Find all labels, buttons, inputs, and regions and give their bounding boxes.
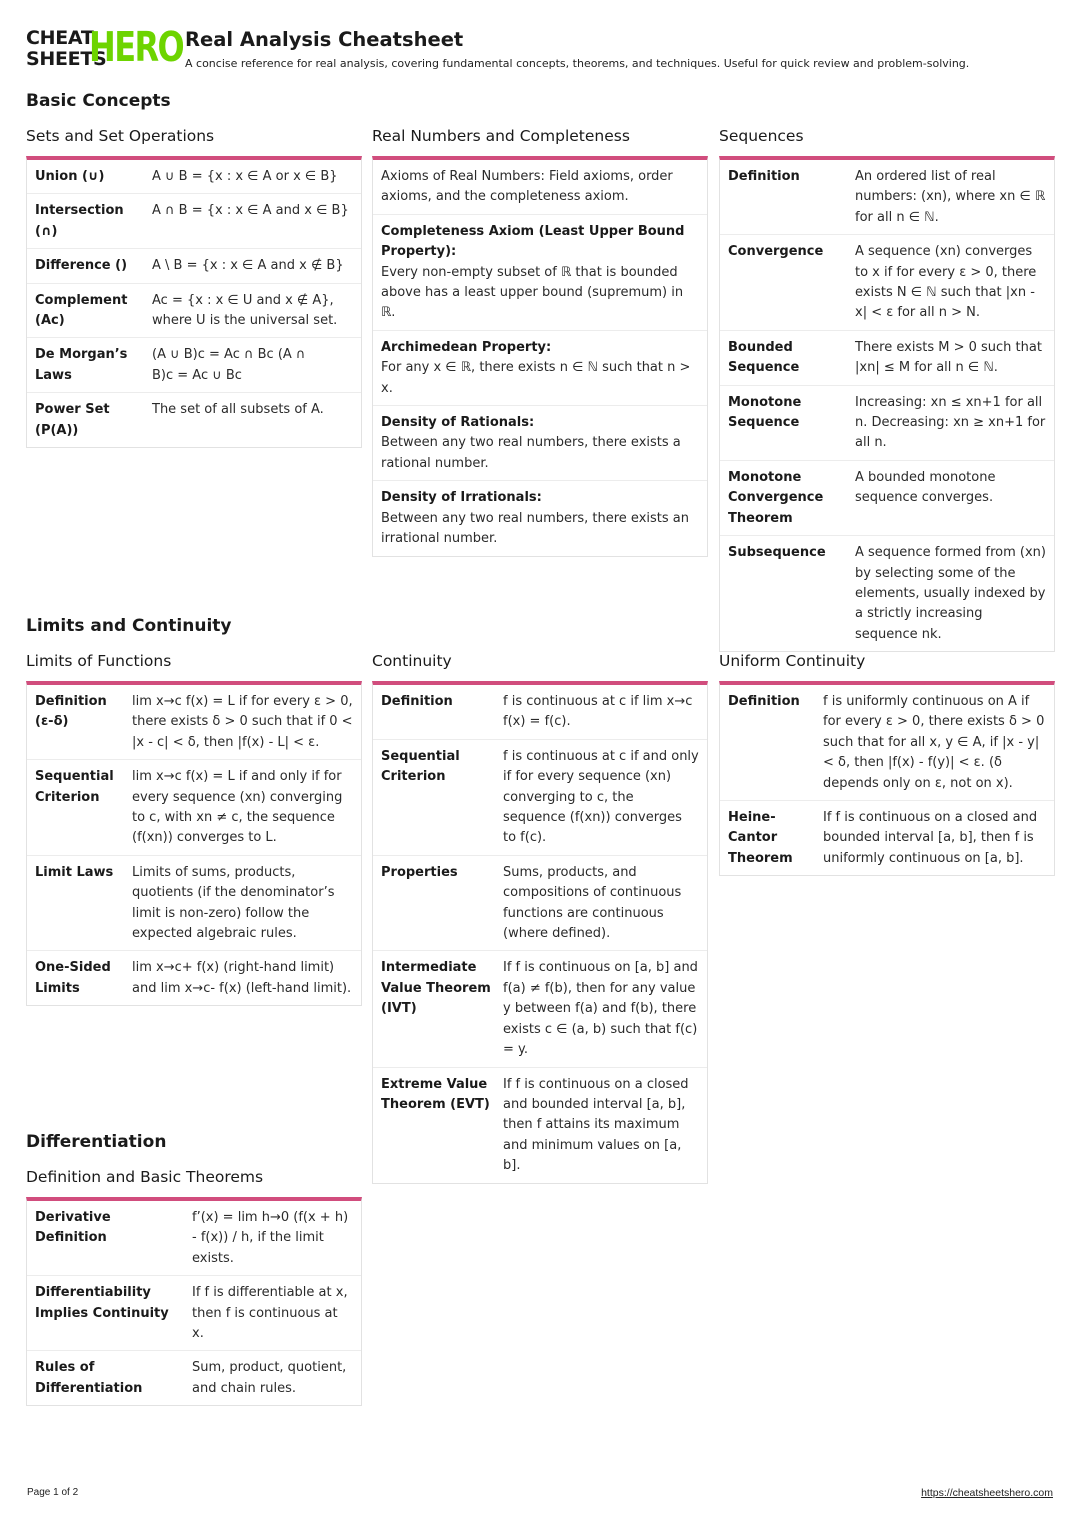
table-row	[27, 1201, 361, 1276]
table-row	[27, 194, 361, 249]
table-row	[27, 951, 361, 1005]
table-row	[720, 331, 1054, 386]
section-title-differentiation: Differentiation	[26, 1132, 167, 1152]
description: f is uniformly continuous on A if for every ε > 0, there exists δ > 0 such that for all x, y ∈ A, if |x - y| < δ, then |f(x) - f(y)| < ε. (δ depends only on ε, not on x).	[823, 694, 1045, 791]
table-row	[27, 284, 361, 339]
panel-derivative-basics	[26, 1167, 362, 1406]
term: Sequential Criterion	[381, 748, 460, 785]
term: Differentiability Implies Continuity	[35, 1285, 169, 1321]
description: Ac = {x : x ∈ U and x ∉ A}, where U is the universal set.	[152, 292, 338, 329]
description: A sequence formed from (xn) by selecting some of the elements, usually indexed by a strictly increasing sequence nk.	[855, 545, 1046, 642]
description: Limits of sums, products, quotients (if the denominator’s limit is non-zero) follow the expected algebraic rules.	[132, 864, 335, 942]
description: A \ B = {x : x ∈ A and x ∉ B}	[152, 258, 344, 274]
table-row	[373, 740, 707, 856]
description: f’(x) = lim h→0 (f(x + h) - f(x)) / h, if the limit exists.	[192, 1210, 349, 1266]
description: If f is differentiable at x, then f is continuous at x.	[192, 1285, 348, 1342]
term: Complement (Ac)	[35, 292, 128, 329]
term: Definition	[728, 694, 800, 709]
table-row	[27, 338, 361, 393]
card	[372, 681, 708, 1184]
card	[719, 156, 1055, 652]
page-header	[26, 23, 1056, 72]
card	[372, 156, 708, 557]
table-row	[27, 856, 361, 952]
term: Monotone Convergence Theorem	[728, 469, 824, 526]
description: Every non-empty subset of ℝ that is bounded above has a least upper bound (supremum) in ℝ.	[381, 264, 684, 321]
description: A bounded monotone sequence converges.	[855, 469, 996, 506]
logo-brand: HERO	[89, 23, 184, 71]
list-item	[373, 215, 707, 331]
list-item	[373, 481, 707, 555]
term: Extreme Value Theorem (EVT)	[381, 1076, 490, 1112]
term: Intermediate Value Theorem (IVT)	[381, 960, 491, 1017]
description: The set of all subsets of A.	[152, 402, 324, 418]
description: If f is continuous on [a, b] and f(a) ≠ f(b), then for any value y between f(a) and f(b), there exists c ∈ (a, b) such that f(c) = y.	[503, 960, 698, 1058]
description: Axioms of Real Numbers: Field axioms, order axioms, and the completeness axiom.	[381, 169, 673, 205]
table-row	[720, 801, 1054, 875]
description: A ∩ B = {x : x ∈ A and x ∈ B}	[152, 203, 349, 219]
card	[719, 681, 1055, 876]
table-row	[720, 386, 1054, 461]
term: Density of Irrationals:	[381, 490, 542, 506]
card	[26, 681, 362, 1006]
description: Sum, product, quotient, and chain rules.	[192, 1360, 347, 1396]
term: Properties	[381, 864, 458, 880]
logo-wordmark: CHEAT SHEETS	[26, 27, 107, 70]
panel-sequences	[719, 126, 1055, 652]
term: Union (∪)	[35, 169, 105, 184]
table-row	[27, 393, 361, 447]
page-number: Page 1 of 2	[27, 1487, 79, 1498]
section-title-limits-continuity: Limits and Continuity	[26, 616, 232, 636]
table-row	[720, 235, 1054, 331]
term: Archimedean Property:	[381, 339, 552, 355]
table-row	[27, 1351, 361, 1405]
term: Subsequence	[728, 545, 826, 561]
term: Difference ()	[35, 258, 128, 274]
term: Bounded Sequence	[728, 339, 800, 376]
description: f is continuous at c if lim x→c f(x) = f(c).	[503, 694, 693, 730]
table-row	[373, 951, 707, 1067]
description: (A ∪ B)c = Ac ∩ Bc (A ∩ B)c = Ac ∪ Bc	[152, 347, 306, 383]
term: Convergence	[728, 244, 824, 260]
panel-title: Continuity	[372, 652, 452, 670]
term: Definition	[728, 169, 800, 184]
table-row	[720, 461, 1054, 536]
table-row	[27, 160, 361, 194]
description: f is continuous at c if and only if for every sequence (xn) converging to c, the sequence (f(xn)) converges to f(c).	[503, 748, 699, 846]
description: If f is continuous on a closed and bounded interval [a, b], then f attains its maximum and minimum values on [a, b].	[503, 1076, 689, 1174]
panel-real-numbers	[372, 126, 708, 557]
section-title-basic-concepts: Basic Concepts	[26, 91, 171, 111]
table-row	[27, 685, 361, 760]
term: Derivative Definition	[35, 1210, 111, 1246]
description: Between any two real numbers, there exists a rational number.	[381, 435, 681, 471]
description: Between any two real numbers, there exists an irrational number.	[381, 510, 689, 547]
term: Completeness Axiom (Least Upper Bound Property):	[381, 223, 685, 260]
panel-title: Definition and Basic Theorems	[26, 1168, 264, 1186]
page-subtitle: A concise reference for real analysis, covering fundamental concepts, theorems, and techniques. Useful for quick review and problem-solving.	[185, 57, 970, 70]
panel-title: Real Numbers and Completeness	[372, 127, 630, 145]
description: lim x→c f(x) = L if and only if for every sequence (xn) converging to c, with xn ≠ c, the sequence (f(xn)) converges to L.	[132, 769, 343, 846]
panel-sets	[26, 126, 362, 448]
panel-title: Sequences	[719, 127, 804, 145]
table-row	[373, 685, 707, 740]
panel-continuity	[372, 651, 708, 1184]
description: A sequence (xn) converges to x if for every ε > 0, there exists N ∈ ℕ such that |xn - x| < ε for all n > N.	[855, 244, 1037, 321]
list-item	[373, 331, 707, 406]
table-row	[27, 1276, 361, 1351]
table-row	[720, 160, 1054, 235]
term: Power Set (P(A))	[35, 402, 110, 438]
title-block	[185, 28, 969, 71]
page-title: Real Analysis Cheatsheet	[185, 28, 464, 51]
table-row	[720, 685, 1054, 801]
panel-title: Limits of Functions	[26, 652, 172, 670]
panel-title: Uniform Continuity	[719, 652, 866, 670]
list-item	[373, 406, 707, 481]
description: Sums, products, and compositions of continuous functions are continuous (where defined).	[503, 864, 682, 942]
term: Density of Rationals:	[381, 415, 535, 431]
table-row	[27, 249, 361, 283]
table-row	[373, 856, 707, 952]
card	[26, 156, 362, 448]
term: Sequential Criterion	[35, 769, 114, 805]
list-item	[373, 160, 707, 215]
term: Monotone Sequence	[728, 394, 802, 431]
panel-title: Sets and Set Operations	[26, 127, 215, 145]
table-row	[373, 1068, 707, 1183]
term: Intersection (∩)	[35, 203, 124, 239]
term: Definition (ε-δ)	[35, 694, 107, 730]
panel-uniform-continuity	[719, 651, 1055, 876]
site-link[interactable]: https://cheatsheetshero.com	[921, 1487, 1053, 1499]
description: A ∪ B = {x : x ∈ A or x ∈ B}	[152, 169, 338, 184]
cheatsheetshero-logo[interactable]	[26, 23, 184, 72]
term: Rules of Differentiation	[35, 1360, 143, 1396]
term: One-Sided Limits	[35, 960, 111, 996]
description: lim x→c+ f(x) (right-hand limit) and lim x→c- f(x) (left-hand limit).	[132, 960, 352, 996]
description: An ordered list of real numbers: (xn), where xn ∈ ℝ for all n ∈ ℕ.	[855, 169, 1046, 225]
description: lim x→c f(x) = L if for every ε > 0, there exists δ > 0 such that if 0 < |x - c| < δ, then |f(x) - L| < ε.	[132, 694, 353, 750]
term: De Morgan’s Laws	[35, 347, 128, 383]
description: If f is continuous on a closed and bounded interval [a, b], then f is uniformly continuous on [a, b].	[823, 810, 1038, 866]
term: Limit Laws	[35, 864, 114, 880]
table-row	[27, 760, 361, 856]
description: For any x ∈ ℝ, there exists n ∈ ℕ such that n > x.	[381, 360, 691, 396]
term: Definition	[381, 694, 453, 709]
description: Increasing: xn ≤ xn+1 for all n. Decreasing: xn ≥ xn+1 for all n.	[855, 394, 1046, 451]
panel-limits-of-functions	[26, 651, 362, 1006]
table-row	[720, 536, 1054, 651]
description: There exists M > 0 such that |xn| ≤ M for all n ∈ ℕ.	[855, 339, 1042, 376]
card	[26, 1197, 362, 1406]
term: Heine-Cantor Theorem	[728, 810, 793, 866]
